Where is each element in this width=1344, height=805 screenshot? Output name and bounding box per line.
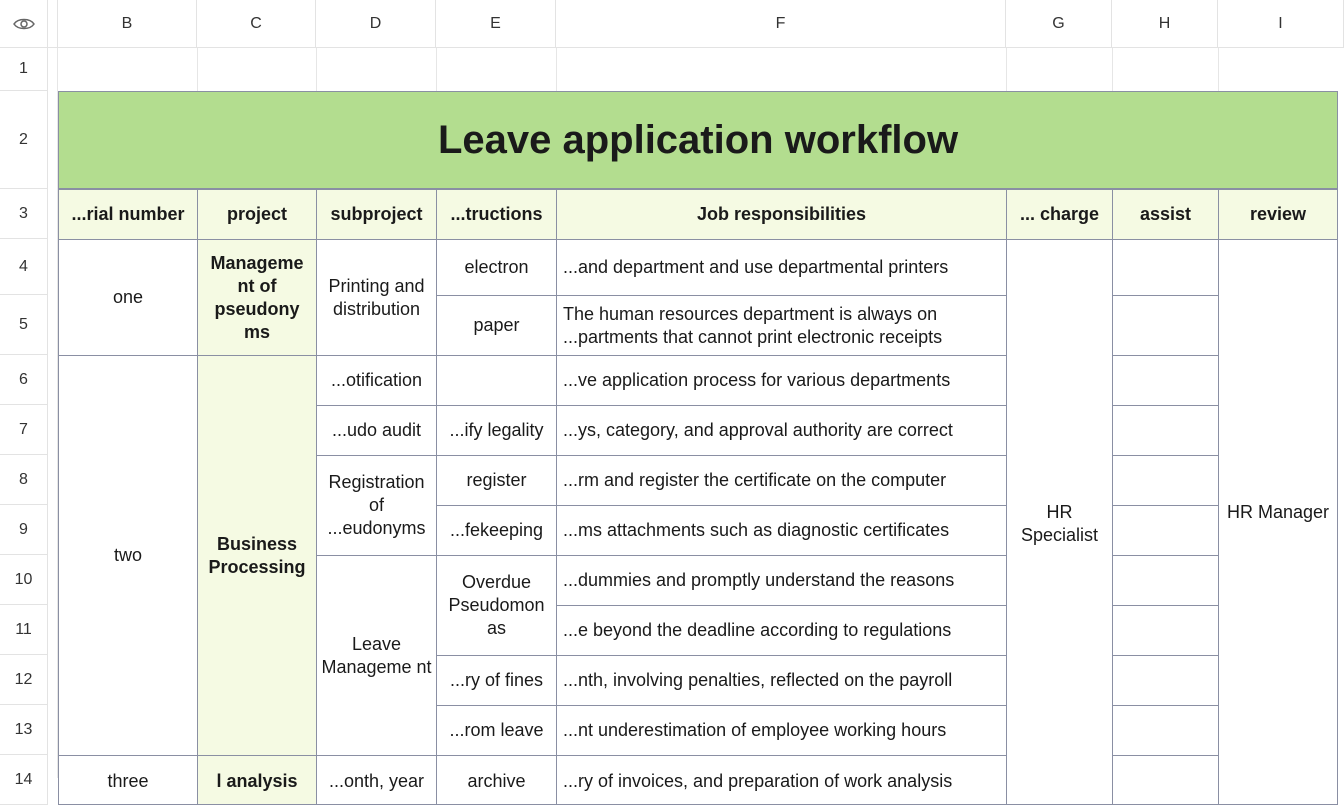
job-cell-9[interactable]: ...nth, involving penalties, reflected on the payroll [556,655,1007,706]
subproject-cell-notification[interactable]: ...otification [316,355,437,406]
header-project[interactable]: project [197,189,317,240]
column-header-f[interactable]: F [556,0,1006,48]
job-cell-7[interactable]: ...dummies and promptly understand the reasons [556,555,1007,606]
assist-cell[interactable] [1112,455,1219,506]
row-header-10[interactable]: 10 [0,555,48,605]
row-header-14[interactable]: 14 [0,755,48,805]
job-cell-2[interactable]: The human resources department is always on ...partments that cannot print electronic receipts [556,295,1007,356]
serial-cell-two[interactable]: two [58,355,198,756]
header-instructions[interactable]: ...tructions [436,189,557,240]
subproject-cell-audit[interactable]: ...udo audit [316,405,437,456]
row-header-6[interactable]: 6 [0,355,48,405]
instruction-cell-electron[interactable]: electron [436,239,557,296]
column-header-d[interactable]: D [316,0,436,48]
row-header-4[interactable]: 4 [0,239,48,295]
assist-cell[interactable] [1112,295,1219,356]
assist-cell[interactable] [1112,655,1219,706]
subproject-cell-printing[interactable]: Printing and distribution [316,239,437,356]
column-header-e[interactable]: E [436,0,556,48]
instruction-cell-verify-legality[interactable]: ...ify legality [436,405,557,456]
select-all-corner[interactable] [0,0,48,48]
job-cell-3[interactable]: ...ve application process for various departments [556,355,1007,406]
header-subproject[interactable]: subproject [316,189,437,240]
job-cell-11[interactable]: ...ry of invoices, and preparation of work analysis [556,755,1007,805]
header-review[interactable]: review [1218,189,1338,240]
instruction-cell-from-leave[interactable]: ...rom leave [436,705,557,756]
eye-icon[interactable] [13,17,35,31]
job-cell-6[interactable]: ...ms attachments such as diagnostic certificates [556,505,1007,556]
column-header-c[interactable]: C [197,0,316,48]
instruction-cell-paper[interactable]: paper [436,295,557,356]
header-assist[interactable]: assist [1112,189,1219,240]
row-header-7[interactable]: 7 [0,405,48,455]
header-job-responsibilities[interactable]: Job responsibilities [556,189,1007,240]
project-cell-pseudonyms[interactable]: Manageme nt of pseudony ms [197,239,317,356]
row-header-8[interactable]: 8 [0,455,48,505]
column-header-b[interactable]: B [58,0,197,48]
subproject-cell-leave-management[interactable]: Leave Manageme nt [316,555,437,756]
job-cell-8[interactable]: ...e beyond the deadline according to regulations [556,605,1007,656]
row-header-5[interactable]: 5 [0,295,48,355]
column-header-a[interactable] [48,0,58,48]
row-header-1[interactable]: 1 [0,48,48,91]
assist-cell[interactable] [1112,705,1219,756]
row-header-12[interactable]: 12 [0,655,48,705]
job-cell-10[interactable]: ...nt underestimation of employee working hours [556,705,1007,756]
instruction-cell-fines[interactable]: ...ry of fines [436,655,557,706]
instruction-cell-overdue[interactable]: Overdue Pseudomon as [436,555,557,656]
assist-cell[interactable] [1112,405,1219,456]
instruction-cell-safekeeping[interactable]: ...fekeeping [436,505,557,556]
project-cell-analysis[interactable]: l analysis [197,755,317,805]
assist-cell[interactable] [1112,605,1219,656]
sheet-title-cell[interactable]: Leave application workflow [58,91,1338,189]
review-cell[interactable]: HR Manager [1218,239,1338,805]
assist-cell[interactable] [1112,505,1219,556]
column-header-h[interactable]: H [1112,0,1218,48]
row-header-9[interactable]: 9 [0,505,48,555]
job-cell-4[interactable]: ...ys, category, and approval authority are correct [556,405,1007,456]
header-serial-number[interactable]: ...rial number [58,189,198,240]
project-cell-business-processing[interactable]: Business Processing [197,355,317,756]
row-header-11[interactable]: 11 [0,605,48,655]
header-in-charge[interactable]: ... charge [1006,189,1113,240]
row-header-2[interactable]: 2 [0,91,48,189]
column-header-g[interactable]: G [1006,0,1112,48]
assist-cell[interactable] [1112,355,1219,406]
assist-cell[interactable] [1112,239,1219,296]
job-cell-5[interactable]: ...rm and register the certificate on the computer [556,455,1007,506]
row-header-13[interactable]: 13 [0,705,48,755]
instruction-cell-register[interactable]: register [436,455,557,506]
serial-cell-three[interactable]: three [58,755,198,805]
job-cell-1[interactable]: ...and department and use departmental printers [556,239,1007,296]
in-charge-cell[interactable]: HR Specialist [1006,239,1113,805]
instruction-cell-empty[interactable] [436,355,557,406]
subproject-cell-registration[interactable]: Registration of ...eudonyms [316,455,437,556]
serial-cell-one[interactable]: one [58,239,198,356]
instruction-cell-archive[interactable]: archive [436,755,557,805]
assist-cell[interactable] [1112,755,1219,805]
assist-cell[interactable] [1112,555,1219,606]
row-header-3[interactable]: 3 [0,189,48,239]
subproject-cell-month-year[interactable]: ...onth, year [316,755,437,805]
column-header-i[interactable]: I [1218,0,1344,48]
